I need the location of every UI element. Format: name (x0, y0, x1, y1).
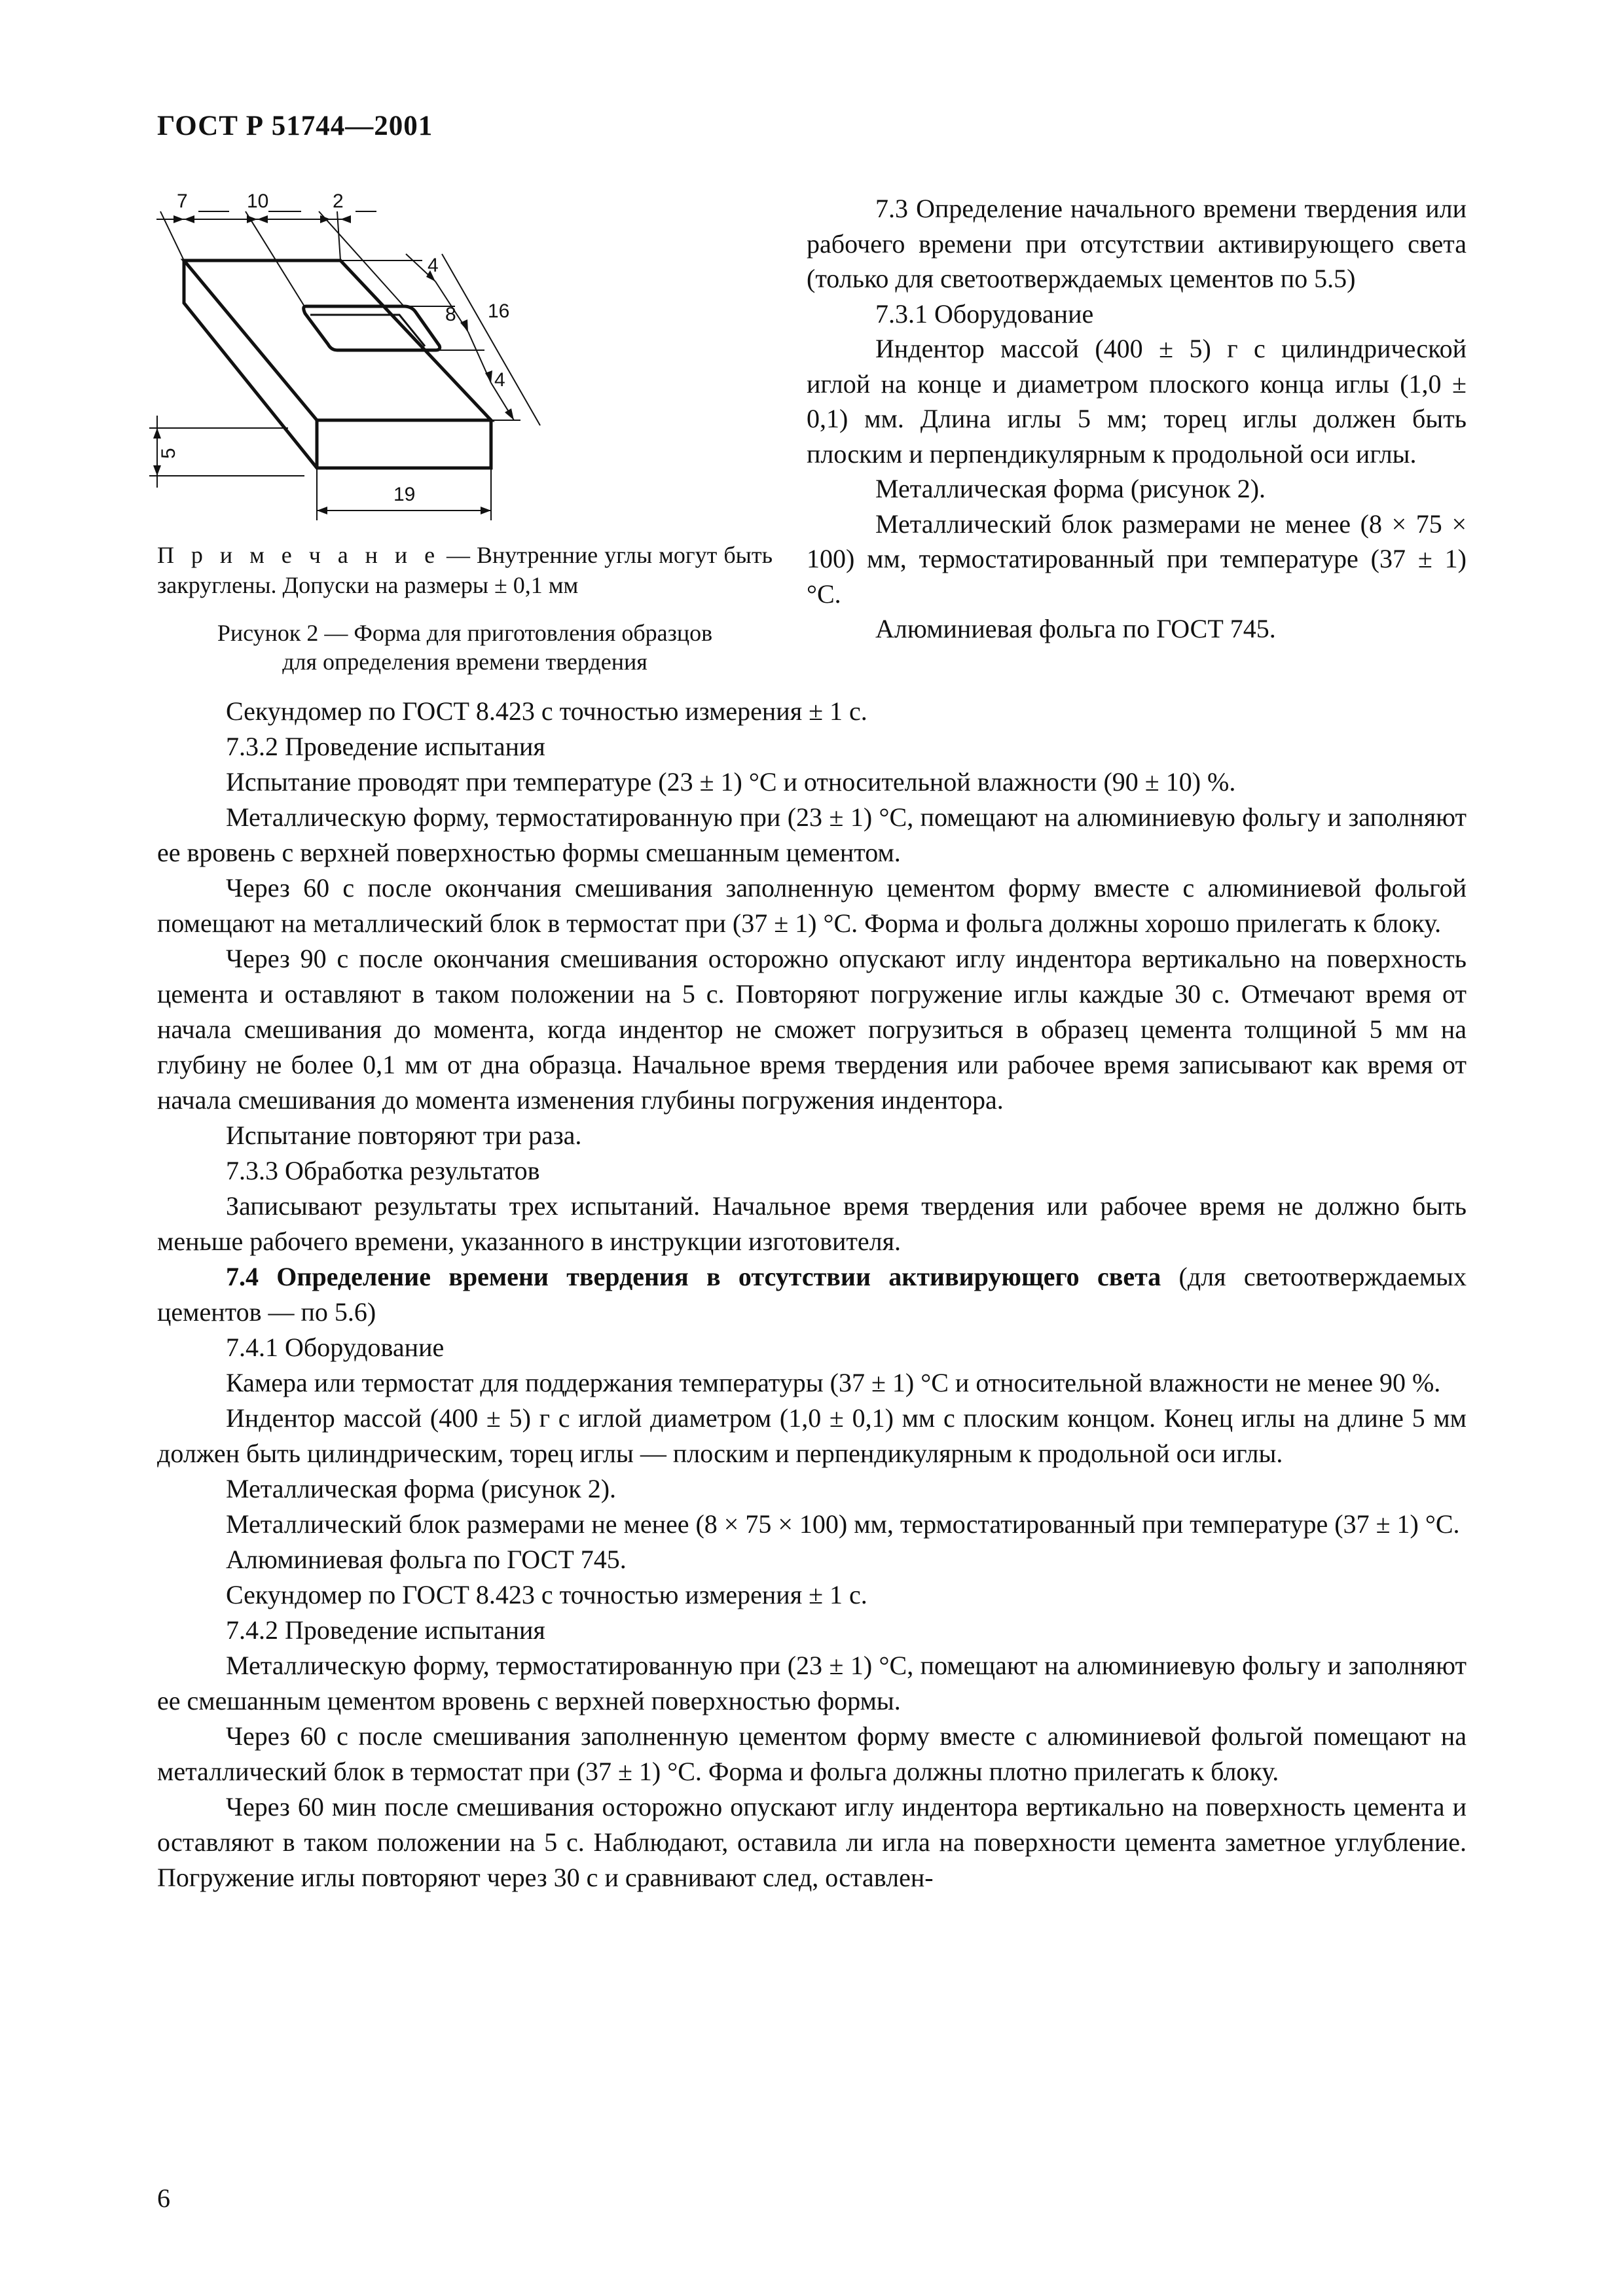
paragraph: Алюминиевая фольга по ГОСТ 745. (226, 1545, 627, 1574)
dim-19: 19 (393, 484, 416, 505)
caption-line-2: для определения времени твердения (282, 649, 647, 675)
paragraph: Секундомер по ГОСТ 8.423 с точностью измерения ± 1 с. (226, 696, 867, 726)
paragraph: Металлический блок размерами не менее (8 × 75 × 100) мм, термостатированный при температуре (37 ± 1) °С. (226, 1509, 1460, 1539)
plate-side-edges (184, 260, 491, 468)
paragraph: Металлическую форму, термостатированную при (23 ± 1) °С, помещают на алюминиевую фольгу и заполняют ее вровень с верхней поверхностью формы смешанным цементом. (157, 802, 1467, 867)
section-7-4-heading (157, 1259, 1467, 1330)
dim-2: 2 (333, 190, 344, 212)
dim-16: 16 (488, 300, 510, 322)
note-text: — Внутренние углы могут быть закруглены. Допуски на размеры ± 0,1 мм (157, 542, 773, 598)
paragraph: Индентор массой (400 ± 5) г с иглой диаметром (1,0 ± 0,1) мм с плоским концом. Конец иглы на длине 5 мм должен быть цилиндрическим, торец иглы — плоским и перпендикулярным к продольной оси иглы. (157, 1403, 1467, 1468)
paragraph: Секундомер по ГОСТ 8.423 с точностью измерения ± 1 с. (226, 1580, 867, 1609)
figure-note (157, 540, 773, 600)
paragraph: Через 60 мин после смешивания осторожно опускают иглу индентора вертикально на поверхность цемента и оставляют в таком положении на 5 с. Наблюдают, оставила ли игла на поверхности цемента заметное углубление. Погружение иглы повторяют через 30 с и сравнивают след, оставлен- (157, 1792, 1467, 1892)
section-7-3-1-heading: 7.3.1 Оборудование (875, 298, 1094, 329)
paragraph: Индентор массой (400 ± 5) г с цилиндрической иглой на конце и диаметром плоского конца иглы (1,0 ± 0,1) мм. Длина иглы 5 мм; торец иглы должен быть плоским и перпендикулярным к продольной оси иглы. (807, 334, 1467, 469)
dim-8: 8 (445, 304, 456, 325)
paragraph: Через 60 с после смешивания заполненную цементом форму вместе с алюминиевой фольгой помещают на металлический блок в термостат при (37 ± 1) °С. Форма и фольга должны плотно прилегать к блоку. (157, 1721, 1467, 1786)
caption-line-1: Рисунок 2 — Форма для приготовления образцов (217, 620, 713, 646)
paragraph: Металлическая форма (рисунок 2). (875, 474, 1266, 503)
section-7-4-title-rest: (для светоотверждаемых цементов — по 5.6) (157, 1262, 1467, 1327)
paragraph: Металлический блок размерами не менее (8 × 75 × 100) мм, термостатированный при температуре (37 ± 1) °С. (807, 509, 1467, 609)
note-label: П р и м е ч а н и е (157, 542, 441, 568)
section-7-4-2-heading: 7.4.2 Проведение испытания (226, 1615, 545, 1645)
section-7-3-3-heading: 7.3.3 Обработка результатов (226, 1156, 540, 1185)
section-7-4-title: 7.4 Определение времени твердения в отсутствии активирующего света (226, 1262, 1161, 1291)
section-7-3-2-heading: 7.3.2 Проведение испытания (226, 732, 545, 761)
dim-7: 7 (177, 190, 188, 212)
dim-4-bottom: 4 (494, 369, 505, 391)
figure-caption (157, 619, 773, 676)
paragraph: Алюминиевая фольга по ГОСТ 745. (875, 614, 1276, 643)
document-header: ГОСТ Р 51744—2001 (157, 111, 433, 141)
page-number: 6 (157, 2183, 170, 2213)
main-text (157, 694, 1467, 1895)
paragraph: Через 90 с после окончания смешивания осторожно опускают иглу индентора вертикально на поверхность цемента и оставляют в таком положении на 5 с. Повторяют погружение иглы каждые 30 с. Отмечают время от начала смешивания до момента, когда индентор не сможет погрузиться в образец цемента толщиной 5 мм на глубину не более 0,1 мм от дна образца. Начальное время твердения или рабочее время записывают как время от начала смешивания до момента изменения глубины погружения индентора. (157, 944, 1467, 1115)
dim-5: 5 (158, 448, 179, 459)
paragraph: Записывают результаты трех испытаний. Начальное время твердения или рабочее время не должно быть меньше рабочего времени, указанного в инструкции изготовителя. (157, 1191, 1467, 1256)
paragraph: Через 60 с после окончания смешивания заполненную цементом форму вместе с алюминиевой фольгой помещают на металлический блок в термостат при (37 ± 1) °С. Форма и фольга должны хорошо прилегать к блоку. (157, 873, 1467, 938)
paragraph: Металлическую форму, термостатированную при (23 ± 1) °С, помещают на алюминиевую фольгу и заполняют ее смешанным цементом вровень с верхней поверхностью формы. (157, 1651, 1467, 1715)
figure-2-mold-drawing (147, 187, 789, 533)
dim-10: 10 (247, 190, 269, 212)
plate-top-face (184, 260, 491, 420)
paragraph: Камера или термостат для поддержания температуры (37 ± 1) °С и относительной влажности не менее 90 %. (226, 1368, 1441, 1397)
section-7-3-heading: 7.3 Определение начального времени твердения или рабочего времени при отсутствии активирующего света (только для светоотверждаемых цементов по 5.5) (807, 194, 1467, 293)
paragraph: Испытание повторяют три раза. (226, 1121, 582, 1150)
dim-4-top: 4 (428, 255, 439, 276)
paragraph: Металлическая форма (рисунок 2). (226, 1474, 617, 1503)
mold-svg (147, 187, 789, 533)
right-column-text (807, 191, 1467, 647)
section-7-4-1-heading: 7.4.1 Оборудование (226, 1333, 445, 1362)
paragraph: Испытание проводят при температуре (23 ± 1) °С и относительной влажности (90 ± 10) %. (226, 767, 1236, 797)
